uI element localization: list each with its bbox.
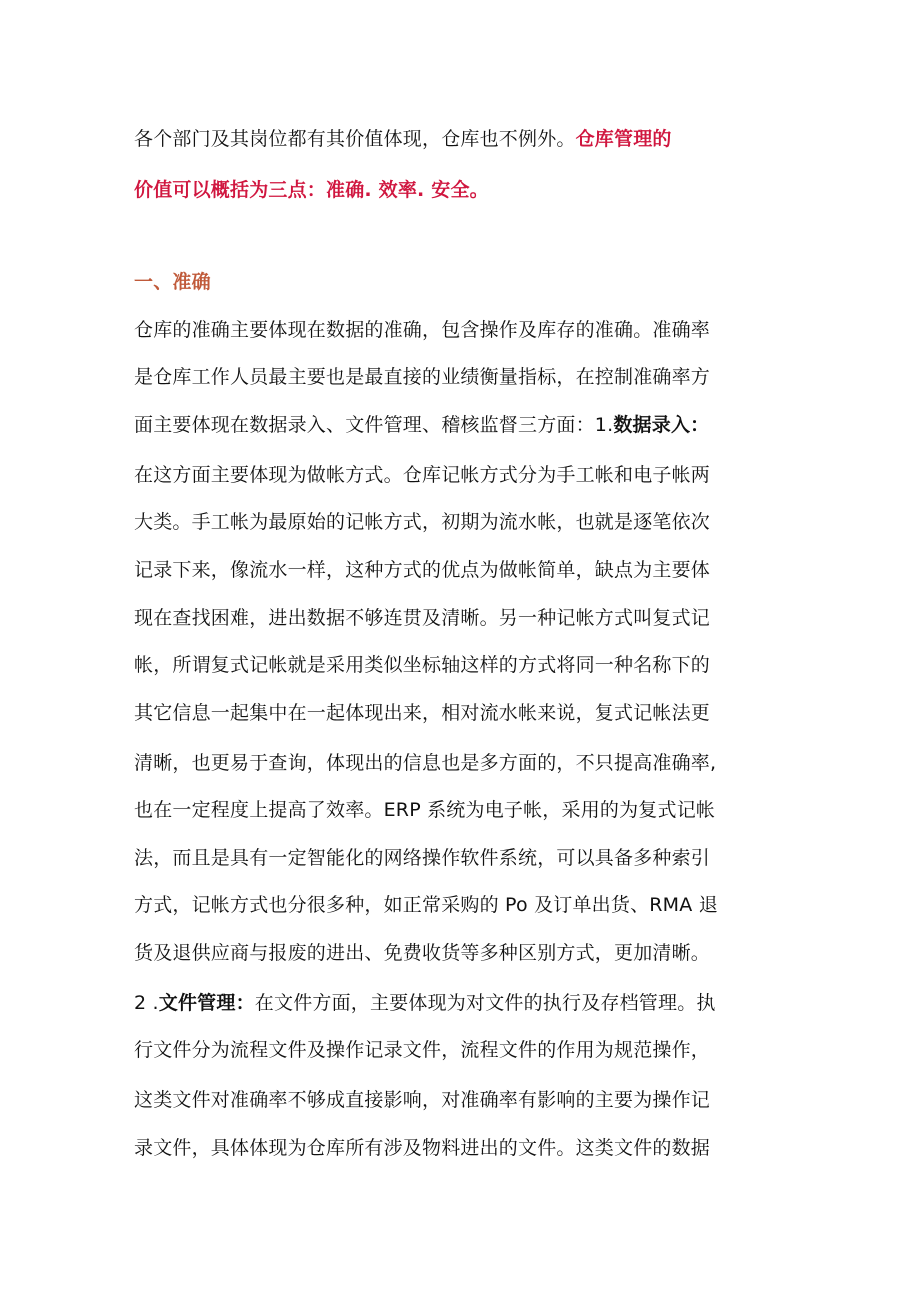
paragraph-line: 在这方面主要体现为做帐方式。仓库记帐方式分为手工帐和电子帐两 — [134, 464, 711, 486]
intro-line-1 — [134, 127, 672, 151]
paragraph-line: 货及退供应商与报废的进出、免费收货等多种区别方式，更加清晰。 — [134, 942, 711, 964]
paragraph-line: 其它信息一起集中在一起体现出来，相对流水帐来说，复式记帐法更 — [134, 702, 711, 724]
paragraph-line: 录文件，具体体现为仓库所有涉及物料进出的文件。这类文件的数据 — [134, 1137, 711, 1159]
paragraph-line: 法，而且是具有一定智能化的网络操作软件系统，可以具备多种索引 — [134, 847, 711, 869]
paragraph-line: 大类。手工帐为最原始的记帐方式，初期为流水帐，也就是逐笔依次 — [134, 511, 711, 533]
intro-line-2: 价值可以概括为三点：准确. 效率. 安全。 — [134, 179, 489, 201]
list-number: 2 . — [134, 992, 159, 1014]
paragraph-line: 也在一定程度上提高了效率。ERP 系统为电子帐，采用的为复式记帐 — [134, 799, 716, 821]
paragraph-line: 仓库的准确主要体现在数据的准确，包含操作及库存的准确。准确率 — [134, 319, 711, 341]
paragraph-line: 行文件分为流程文件及操作记录文件，流程文件的作用为规范操作， — [134, 1039, 711, 1061]
paragraph-text: 在文件方面，主要体现为对文件的执行及存档管理。执 — [254, 992, 716, 1014]
paragraph-line: 这类文件对准确率不够成直接影响，对准确率有影响的主要为操作记 — [134, 1089, 711, 1111]
paragraph-line: 清晰，也更易于查询，体现出的信息也是多方面的，不只提高准确率, — [134, 752, 717, 774]
subheading-file-management: 文件管理： — [158, 992, 255, 1014]
paragraph-line: 帐，所谓复式记帐就是采用类似坐标轴这样的方式将同一种名称下的 — [134, 654, 711, 676]
paragraph-line: 现在查找困难，进出数据不够连贯及清晰。另一种记帐方式叫复式记 — [134, 607, 711, 629]
section-heading: 一、准确 — [134, 271, 211, 293]
paragraph-text: 面主要体现在数据录入、文件管理、稽核监督三方面：1. — [134, 414, 614, 436]
intro-highlight: 仓库管理的 — [575, 128, 672, 150]
paragraph-line — [134, 413, 709, 437]
paragraph-line: 记录下来，像流水一样，这种方式的优点为做帐简单，缺点为主要体 — [134, 559, 711, 581]
paragraph-line: 方式，记帐方式也分很多种，如正常采购的 Po 及订单出货、RMA 退 — [134, 894, 718, 916]
paragraph-line: 是仓库工作人员最主要也是最直接的业绩衡量指标，在控制准确率方 — [134, 366, 711, 388]
subheading-data-entry: 数据录入： — [613, 414, 710, 436]
intro-text: 各个部门及其岗位都有其价值体现，仓库也不例外。 — [134, 128, 576, 150]
paragraph-line — [134, 991, 716, 1015]
